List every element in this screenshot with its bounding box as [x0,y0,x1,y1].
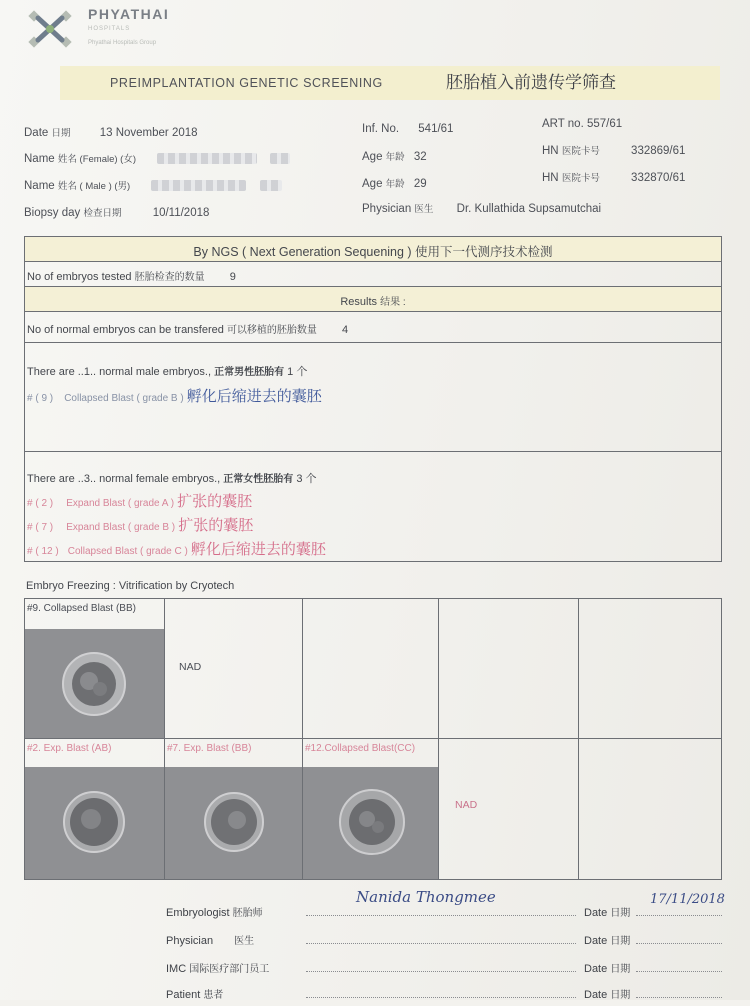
embryo-image-icon [201,789,267,855]
phyathai-cross-logo-icon [24,6,80,54]
embryo-image-icon [61,651,127,717]
photo-caption: #9. Collapsed Blast (BB) [27,603,136,614]
patient-signature-row: Patient 患者 Date 日期 [166,986,726,1006]
freezing-grid [24,598,722,880]
female-embryo-item: # ( 12 ) Collapsed Blast ( grade C ) 孵化后缩进去的囊胚 [27,541,326,558]
brand-subtitle: HOSPITALS [88,26,131,32]
grid-cell [303,599,439,739]
name-male-field: Name 姓名 ( Male ) (男) [24,178,282,192]
embryo-photo [165,767,302,879]
imc-signature-row: IMC 国际医疗部门员工 Date 日期 [166,960,726,980]
male-embryos-section [25,343,721,452]
physician-signature-row: Physician 医生 Date 日期 [166,932,726,952]
physician-field: Physician 医生 Dr. Kullathida Supsamutchai [362,203,602,215]
embryo-photo [25,767,164,879]
embryo-photo [25,629,164,738]
photo-caption: #2. Exp. Blast (AB) [27,743,112,754]
embryos-tested-value: 9 [229,271,236,283]
photo-cell-2 [25,739,165,879]
nad-label: NAD [455,799,478,811]
embryos-tested-row: No of embryos tested 胚胎检查的数量 9 [25,262,721,287]
art-field: ART no. 557/61 [542,118,623,130]
female-embryos-section [25,452,721,560]
biopsy-field: Biopsy day 检查日期 10/11/2018 [24,207,210,219]
date-field: Date 日期 13 November 2018 [24,127,198,139]
female-embryo-item: # ( 2 ) Expand Blast ( grade A ) 扩张的囊胚 [27,493,253,510]
nad-label: NAD [179,661,202,673]
ngs-method-row [25,237,721,262]
male-embryo-item: # ( 9 ) Collapsed Blast ( grade B ) 孵化后缩进去的囊胚 [27,388,322,405]
embryologist-signature-row: Embryologist 胚胎师 Nanida Thongmee Date 日期 17/11/2018 [166,888,725,919]
brand-name: PHYATHAI [88,6,170,22]
embryo-image-icon [337,787,407,857]
ngs-method: By NGS ( Next Generation Sequening ) 使用下一代测序技术检测 [193,245,553,259]
freezing-label: Embryo Freezing : Vitrification by Cryotech [26,580,235,592]
female-embryos-summary: There are ..3.. normal female embryos., 正常女性胚胎有 3 个 [27,473,317,485]
photo-cell-9 [25,599,165,739]
name-female-field: Name 姓名 (Female) (女) [24,151,290,165]
title-english: PREIMPLANTATION GENETIC SCREENING [110,76,383,90]
redacted-name-male [151,180,246,191]
inf-field: Inf. No. 541/61 [362,123,454,135]
embryologist-date: 17/11/2018 [650,892,725,907]
grid-cell [439,599,579,739]
hn-male-field: HN 医院卡号 332870/61 [542,172,686,184]
embryologist-signature: Nanida Thongmee [356,888,496,906]
results-table [24,236,722,562]
normal-embryos-row: No of normal embryos can be transfered 可以移植的胚胎数量 4 [25,312,721,343]
photo-caption: #7. Exp. Blast (BB) [167,743,252,754]
brand-subtitle-2: Phyathai Hospitals Group [88,40,157,46]
age-male-field: Age 年龄 29 [362,178,427,190]
grid-cell [579,599,721,739]
age-female-field: Age 年龄 32 [362,151,427,163]
date-value: 13 November 2018 [99,127,198,139]
hn-female-field: HN 医院卡号 332869/61 [542,145,686,157]
photo-cell-12 [303,739,439,879]
photo-cell-7 [165,739,303,879]
grid-cell [579,739,721,879]
embryo-photo [303,767,438,879]
grid-cell [439,739,579,879]
grid-cell [165,599,303,739]
redacted-name-female [157,153,257,164]
normal-embryos-value: 4 [342,324,349,336]
title-chinese: 胚胎植入前遗传学筛查 [446,73,616,92]
male-embryos-summary: There are ..1.. normal male embryos., 正常男性胚胎有 1 个 [27,366,308,378]
embryo-image-icon [61,789,127,855]
female-embryo-item: # ( 7 ) Expand Blast ( grade B ) 扩张的囊胚 [27,517,254,534]
photo-caption: #12.Collapsed Blast(CC) [305,743,416,754]
results-header-row: Results 结果 : [25,287,721,312]
